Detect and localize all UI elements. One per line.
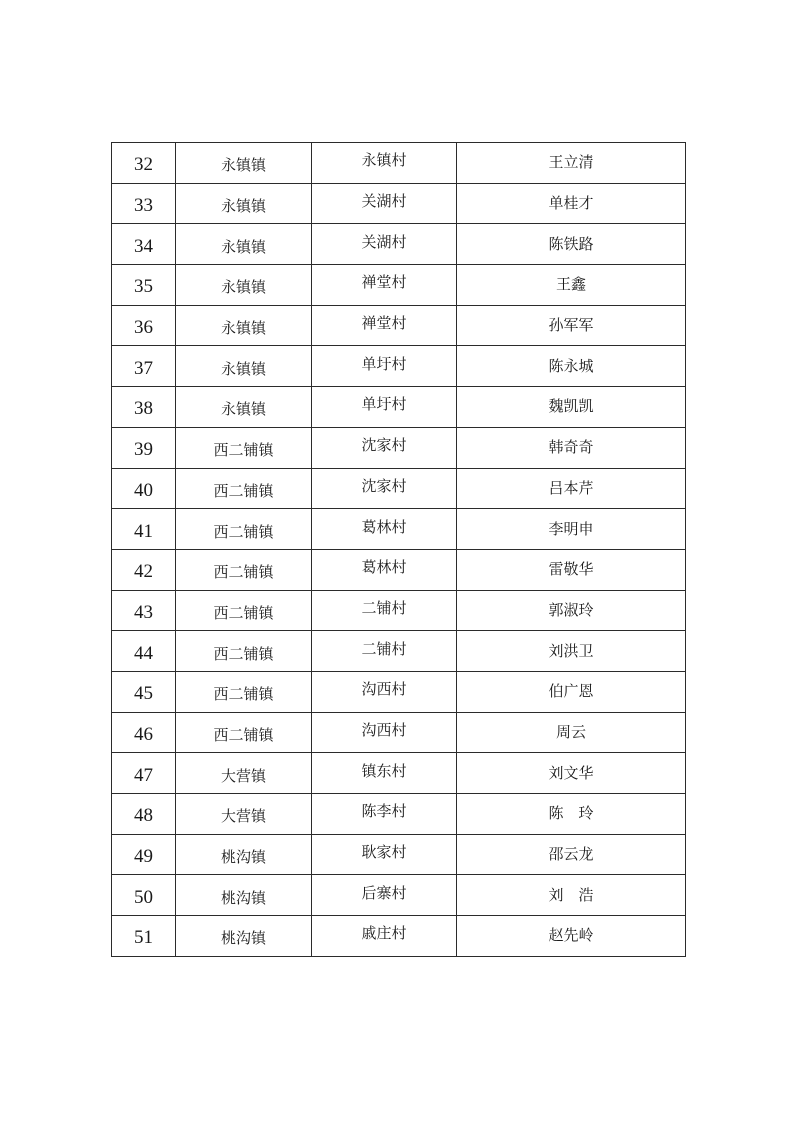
village-cell xyxy=(312,753,457,794)
town-cell xyxy=(176,183,312,224)
town-text: 永镇镇 xyxy=(220,237,266,256)
person-name-cell xyxy=(457,753,686,794)
village-text: 单圩村 xyxy=(361,395,407,414)
village-cell xyxy=(312,875,457,916)
row-number-cell xyxy=(112,712,176,753)
village-text: 沟西村 xyxy=(361,720,407,739)
table-row xyxy=(112,590,686,631)
row-number-text: 34 xyxy=(134,235,153,257)
village-text: 二铺村 xyxy=(361,639,407,658)
person-name-text: 陈 玲 xyxy=(548,804,594,823)
person-name-cell xyxy=(457,916,686,957)
village-text: 镇东村 xyxy=(361,761,407,780)
roster-table xyxy=(111,142,686,957)
village-cell xyxy=(312,346,457,387)
row-number-cell xyxy=(112,387,176,428)
village-text: 单圩村 xyxy=(361,354,407,373)
row-number-text: 43 xyxy=(134,601,153,623)
town-text: 永镇镇 xyxy=(220,156,266,175)
village-text: 关湖村 xyxy=(361,232,407,251)
village-cell xyxy=(312,509,457,550)
row-number-cell xyxy=(112,549,176,590)
town-text: 永镇镇 xyxy=(220,197,266,216)
table-row xyxy=(112,916,686,957)
person-name-text: 李明申 xyxy=(548,519,594,538)
town-text: 桃沟镇 xyxy=(220,929,266,948)
person-name-cell xyxy=(457,265,686,306)
town-text: 西二铺镇 xyxy=(213,644,274,663)
person-name-text: 伯广恩 xyxy=(548,682,594,701)
town-text: 西二铺镇 xyxy=(213,685,274,704)
row-number-cell xyxy=(112,834,176,875)
person-name-cell xyxy=(457,671,686,712)
person-name-cell xyxy=(457,305,686,346)
town-cell xyxy=(176,143,312,184)
town-cell xyxy=(176,305,312,346)
town-cell xyxy=(176,671,312,712)
table-row xyxy=(112,834,686,875)
person-name-text: 雷敬华 xyxy=(548,560,594,579)
town-text: 西二铺镇 xyxy=(213,603,274,622)
person-name-text: 赵先岭 xyxy=(548,926,594,945)
table-row xyxy=(112,875,686,916)
row-number-text: 45 xyxy=(134,683,153,705)
town-cell xyxy=(176,916,312,957)
village-text: 禅堂村 xyxy=(361,314,407,333)
table-row xyxy=(112,631,686,672)
town-text: 西二铺镇 xyxy=(213,481,274,500)
row-number-text: 41 xyxy=(134,520,153,542)
person-name-text: 单桂才 xyxy=(548,194,594,213)
village-text: 后寨村 xyxy=(361,883,407,902)
table-row xyxy=(112,387,686,428)
table-row xyxy=(112,346,686,387)
town-cell xyxy=(176,265,312,306)
person-name-text: 韩奇奇 xyxy=(548,438,594,457)
row-number-text: 33 xyxy=(134,195,153,217)
person-name-cell xyxy=(457,387,686,428)
row-number-cell xyxy=(112,427,176,468)
row-number-cell xyxy=(112,875,176,916)
village-text: 沈家村 xyxy=(361,436,407,455)
row-number-cell xyxy=(112,224,176,265)
village-text: 葛林村 xyxy=(361,558,407,577)
row-number-cell xyxy=(112,468,176,509)
row-number-cell xyxy=(112,305,176,346)
town-cell xyxy=(176,549,312,590)
village-text: 关湖村 xyxy=(361,192,407,211)
person-name-cell xyxy=(457,143,686,184)
row-number-cell xyxy=(112,265,176,306)
table-row xyxy=(112,468,686,509)
row-number-cell xyxy=(112,671,176,712)
person-name-cell xyxy=(457,346,686,387)
row-number-cell xyxy=(112,346,176,387)
village-cell xyxy=(312,671,457,712)
person-name-text: 邵云龙 xyxy=(548,845,594,864)
person-name-cell xyxy=(457,183,686,224)
town-cell xyxy=(176,712,312,753)
town-cell xyxy=(176,590,312,631)
town-cell xyxy=(176,631,312,672)
town-cell xyxy=(176,468,312,509)
row-number-text: 39 xyxy=(134,439,153,461)
town-text: 桃沟镇 xyxy=(220,888,266,907)
person-name-cell xyxy=(457,875,686,916)
row-number-cell xyxy=(112,509,176,550)
town-text: 西二铺镇 xyxy=(213,441,274,460)
village-cell xyxy=(312,224,457,265)
person-name-text: 刘 浩 xyxy=(548,885,594,904)
row-number-cell xyxy=(112,590,176,631)
town-text: 永镇镇 xyxy=(220,359,266,378)
row-number-text: 51 xyxy=(134,927,153,949)
person-name-cell xyxy=(457,590,686,631)
person-name-text: 陈永城 xyxy=(548,356,594,375)
person-name-text: 陈铁路 xyxy=(548,234,594,253)
person-name-cell xyxy=(457,427,686,468)
town-text: 永镇镇 xyxy=(220,400,266,419)
village-cell xyxy=(312,590,457,631)
row-number-cell xyxy=(112,916,176,957)
town-text: 西二铺镇 xyxy=(213,522,274,541)
village-text: 耿家村 xyxy=(361,843,407,862)
town-text: 大营镇 xyxy=(220,807,266,826)
person-name-cell xyxy=(457,712,686,753)
town-cell xyxy=(176,834,312,875)
town-text: 大营镇 xyxy=(220,766,266,785)
village-text: 沟西村 xyxy=(361,680,407,699)
row-number-text: 35 xyxy=(134,276,153,298)
row-number-cell xyxy=(112,143,176,184)
village-text: 永镇村 xyxy=(361,151,407,170)
row-number-cell xyxy=(112,753,176,794)
row-number-cell xyxy=(112,794,176,835)
table-row xyxy=(112,224,686,265)
village-cell xyxy=(312,427,457,468)
village-cell xyxy=(312,834,457,875)
village-text: 葛林村 xyxy=(361,517,407,536)
row-number-text: 37 xyxy=(134,357,153,379)
town-cell xyxy=(176,875,312,916)
person-name-text: 刘文华 xyxy=(548,763,594,782)
town-cell xyxy=(176,387,312,428)
person-name-text: 魏凯凯 xyxy=(548,397,594,416)
person-name-cell xyxy=(457,834,686,875)
row-number-text: 38 xyxy=(134,398,153,420)
row-number-text: 42 xyxy=(134,561,153,583)
table-row xyxy=(112,712,686,753)
table-row xyxy=(112,183,686,224)
village-text: 沈家村 xyxy=(361,476,407,495)
village-text: 禅堂村 xyxy=(361,273,407,292)
person-name-text: 王鑫 xyxy=(555,275,586,294)
town-text: 永镇镇 xyxy=(220,278,266,297)
table-row xyxy=(112,265,686,306)
village-cell xyxy=(312,712,457,753)
row-number-text: 40 xyxy=(134,479,153,501)
town-text: 西二铺镇 xyxy=(213,725,274,744)
person-name-text: 郭淑玲 xyxy=(548,600,594,619)
village-text: 二铺村 xyxy=(361,598,407,617)
table-row xyxy=(112,753,686,794)
town-text: 永镇镇 xyxy=(220,319,266,338)
table-row xyxy=(112,305,686,346)
town-cell xyxy=(176,346,312,387)
table-row xyxy=(112,509,686,550)
person-name-cell xyxy=(457,631,686,672)
town-cell xyxy=(176,427,312,468)
person-name-cell xyxy=(457,468,686,509)
row-number-text: 47 xyxy=(134,764,153,786)
row-number-text: 48 xyxy=(134,805,153,827)
village-text: 陈李村 xyxy=(361,802,407,821)
person-name-cell xyxy=(457,224,686,265)
town-cell xyxy=(176,509,312,550)
person-name-text: 王立清 xyxy=(548,153,594,172)
village-cell xyxy=(312,305,457,346)
village-cell xyxy=(312,387,457,428)
row-number-text: 46 xyxy=(134,723,153,745)
row-number-cell xyxy=(112,183,176,224)
row-number-cell xyxy=(112,631,176,672)
town-cell xyxy=(176,794,312,835)
village-cell xyxy=(312,143,457,184)
town-cell xyxy=(176,753,312,794)
person-name-cell xyxy=(457,794,686,835)
village-text: 戚庄村 xyxy=(361,924,407,943)
row-number-text: 32 xyxy=(134,154,153,176)
table-row xyxy=(112,427,686,468)
person-name-cell xyxy=(457,509,686,550)
row-number-text: 36 xyxy=(134,317,153,339)
village-cell xyxy=(312,549,457,590)
town-text: 桃沟镇 xyxy=(220,848,266,867)
town-text: 西二铺镇 xyxy=(213,563,274,582)
village-cell xyxy=(312,265,457,306)
table-row xyxy=(112,143,686,184)
village-cell xyxy=(312,916,457,957)
table-row xyxy=(112,671,686,712)
row-number-text: 49 xyxy=(134,846,153,868)
town-cell xyxy=(176,224,312,265)
roster-table-body xyxy=(112,143,686,957)
person-name-text: 孙军军 xyxy=(548,316,594,335)
person-name-text: 周云 xyxy=(555,722,586,741)
table-row xyxy=(112,549,686,590)
village-cell xyxy=(312,468,457,509)
row-number-text: 44 xyxy=(134,642,153,664)
village-cell xyxy=(312,183,457,224)
table-row xyxy=(112,794,686,835)
village-cell xyxy=(312,631,457,672)
person-name-cell xyxy=(457,549,686,590)
person-name-text: 吕本芹 xyxy=(548,478,594,497)
row-number-text: 50 xyxy=(134,886,153,908)
person-name-text: 刘洪卫 xyxy=(548,641,594,660)
village-cell xyxy=(312,794,457,835)
